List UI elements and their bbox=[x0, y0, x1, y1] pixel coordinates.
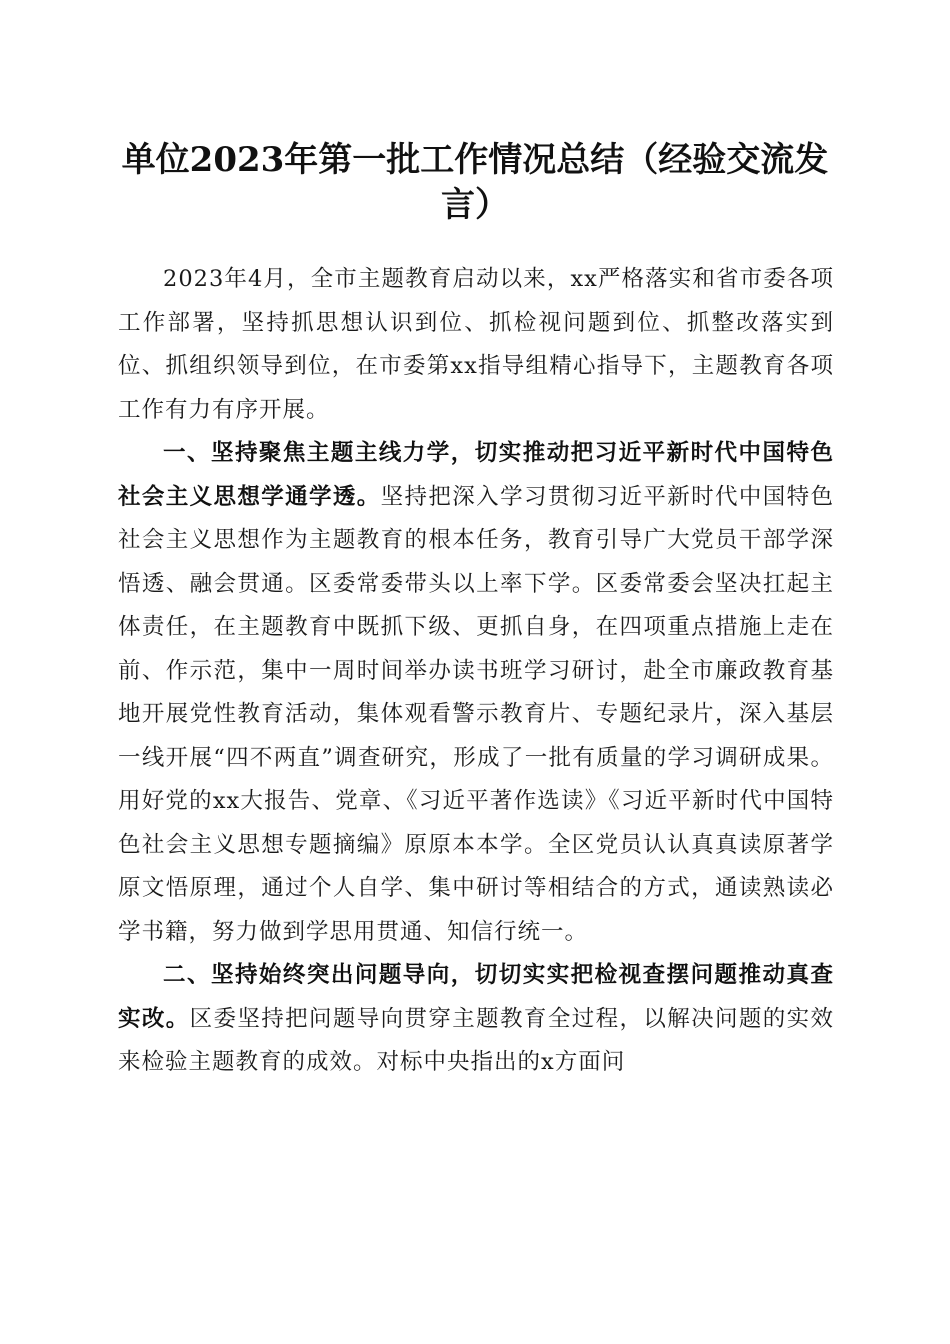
section-1-text: 坚持把深入学习贯彻习近平新时代中国特色社会主义思想作为主题教育的根本任务，教育引导广大党员干部学深悟透、融会贯通。区委常委带头以上率下学。区委常委会坚决扛起主体责任，在主题教育中既抓下级、更抓自身，在四项重点措施上走在前、作示范，集中一周时间举办读书班学习研讨，赴全市廉政教育基地开展党性教育活动，集体观看警示教育片、专题纪录片，深入基层一线开展“四不两直”调查研究，形成了一批有质量的学习调研成果。用好党的xx大报告、党章、《习近平著作选读》《习近平新时代中国特色社会主义思想专题摘编》原原本本学。全区党员认认真真读原著学原文悟原理，通过个人自学、集中研讨等相结合的方式，通读熟读必学书籍，努力做到学思用贯通、知信行统一。 bbox=[118, 483, 834, 945]
section-2-heading: 二、坚持始终突出问题导向，切切实实把检视查摆问题推动真查实改。 bbox=[118, 962, 834, 1032]
document-title: 单位2023年第一批工作情况总结（经验交流发言） bbox=[121, 140, 829, 225]
intro-paragraph bbox=[118, 258, 834, 432]
section-2-paragraph bbox=[118, 954, 834, 1085]
section-2-text: 区委坚持把问题导向贯穿主题教育全过程，以解决问题的实效来检验主题教育的成效。对标中央指出的x方面问 bbox=[118, 1005, 834, 1075]
intro-paragraph-text: 2023年4月，全市主题教育启动以来，xx严格落实和省市委各项工作部署，坚持抓思想认识到位、抓检视问题到位、抓整改落实到位、抓组织领导到位，在市委第xx指导组精心指导下，主题教育各项工作有力有序开展。 bbox=[118, 266, 834, 423]
section-1-paragraph bbox=[118, 432, 834, 954]
document-body bbox=[118, 258, 834, 1085]
section-1-heading: 一、坚持聚焦主题主线力学，切实推动把习近平新时代中国特色社会主义思想学通学透。 bbox=[118, 440, 834, 510]
